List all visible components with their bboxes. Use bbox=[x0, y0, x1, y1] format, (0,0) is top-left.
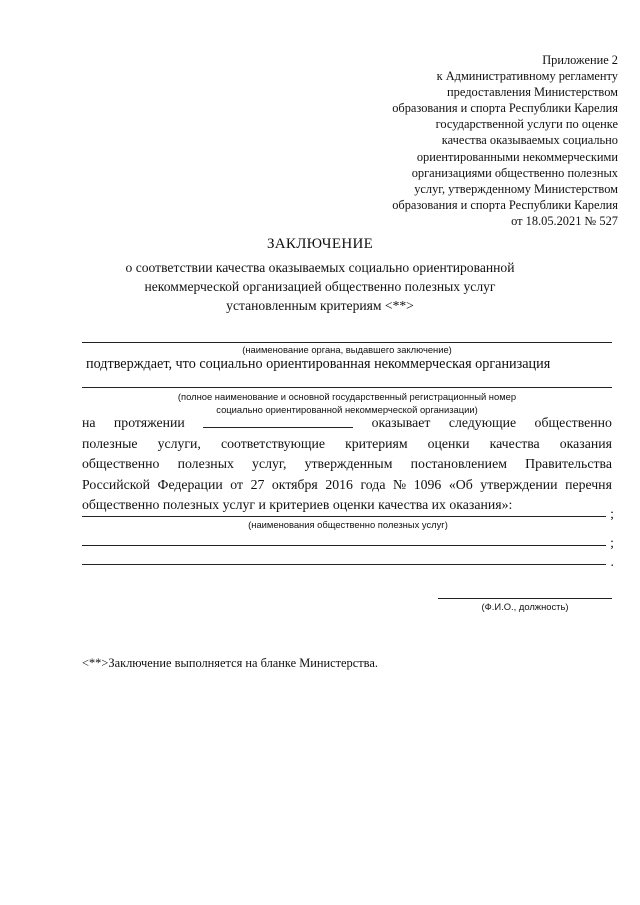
word: Российской bbox=[82, 476, 150, 492]
service-field-3[interactable] bbox=[82, 549, 614, 569]
word: общественно bbox=[82, 456, 160, 472]
appendix-line: услуг, утвержденному Министерством bbox=[414, 181, 618, 196]
paragraph-line-2 bbox=[82, 434, 612, 455]
organization-caption-line: (полное наименование и основной государственный регистрационный номер bbox=[177, 391, 517, 402]
appendix-line: организациями общественно полезных bbox=[411, 165, 618, 180]
word: «Об bbox=[448, 476, 473, 492]
word: постановлением bbox=[410, 456, 507, 472]
word: общественно bbox=[534, 415, 612, 430]
word: года bbox=[360, 476, 386, 492]
word: на bbox=[82, 415, 96, 430]
paragraph-line-5: общественно полезных услуг и критериев оценки качества их оказания»: bbox=[82, 497, 513, 513]
paragraph-line-4 bbox=[82, 475, 612, 496]
appendix-line: ориентированными некоммерческими bbox=[416, 149, 618, 164]
word: оценки bbox=[427, 435, 470, 451]
word: полезных bbox=[177, 456, 234, 472]
signature-field[interactable] bbox=[438, 598, 612, 599]
service-field-line[interactable] bbox=[82, 516, 606, 517]
document-title: ЗАКЛЮЧЕНИЕ bbox=[266, 236, 374, 252]
field-punctuation: . bbox=[610, 554, 614, 569]
word: соответствующие bbox=[220, 435, 326, 451]
word: качества bbox=[489, 435, 540, 451]
service-field-2[interactable] bbox=[82, 530, 614, 550]
word: оказания bbox=[559, 435, 612, 451]
signature-caption: (Ф.И.О., должность) bbox=[481, 601, 569, 612]
word: полезные bbox=[82, 435, 138, 451]
word: от bbox=[230, 476, 244, 492]
word: услуги, bbox=[157, 435, 201, 451]
service-field-line[interactable] bbox=[82, 564, 606, 565]
footnote: <**>Заключение выполняется на бланке Министерства. bbox=[82, 656, 378, 670]
word: 27 bbox=[250, 476, 265, 492]
organization-caption-line: социально ориентированной некоммерческой организации) bbox=[216, 404, 478, 415]
services-caption: (наименования общественно полезных услуг) bbox=[248, 519, 448, 530]
field-punctuation: ; bbox=[610, 506, 614, 521]
organization-name-field[interactable] bbox=[82, 387, 612, 388]
subtitle-line: о соответствии качества оказываемых социально ориентированной bbox=[125, 260, 515, 275]
organ-name-caption: (наименование органа, выдавшего заключение) bbox=[242, 344, 452, 355]
subtitle-line: установленным критериям <**> bbox=[226, 298, 414, 313]
appendix-line: к Административному регламенту bbox=[436, 69, 618, 84]
word: утверждении bbox=[480, 476, 558, 492]
period-field[interactable] bbox=[203, 413, 353, 428]
appendix-line: государственной услуги по оценке bbox=[435, 117, 618, 132]
word: октября bbox=[271, 476, 318, 492]
subtitle-line: некоммерческой организацией общественно полезных услуг bbox=[144, 279, 496, 294]
appendix-line: Приложение 2 bbox=[542, 53, 618, 67]
document-subtitle bbox=[60, 258, 580, 315]
word: протяжении bbox=[113, 415, 185, 430]
paragraph-line-3 bbox=[82, 454, 612, 475]
word: Правительства bbox=[525, 456, 612, 472]
appendix-line: образования и спорта Республики Карелия bbox=[392, 101, 618, 116]
appendix-line: от 18.05.2021 № 527 bbox=[511, 213, 618, 228]
word: перечня bbox=[565, 476, 612, 492]
word: оказывает bbox=[371, 415, 431, 430]
service-field-line[interactable] bbox=[82, 545, 606, 546]
appendix-line: образования и спорта Республики Карелия bbox=[392, 197, 618, 212]
appendix-line: предоставления Министерством bbox=[447, 85, 618, 100]
word: утвержденным bbox=[304, 456, 393, 472]
confirms-text: подтверждает, что социально ориентированная некоммерческая организация bbox=[86, 356, 551, 372]
word: Федерации bbox=[157, 476, 223, 492]
appendix-line: качества оказываемых социально bbox=[441, 133, 618, 148]
word: 2016 bbox=[325, 476, 353, 492]
paragraph-line-1 bbox=[82, 413, 612, 434]
field-punctuation: ; bbox=[610, 535, 614, 550]
word: № bbox=[393, 476, 407, 492]
word: следующие bbox=[448, 415, 517, 430]
word: услуг, bbox=[252, 456, 287, 472]
appendix-header bbox=[318, 52, 618, 229]
word: критериям bbox=[345, 435, 408, 451]
word: 1096 bbox=[413, 476, 442, 492]
